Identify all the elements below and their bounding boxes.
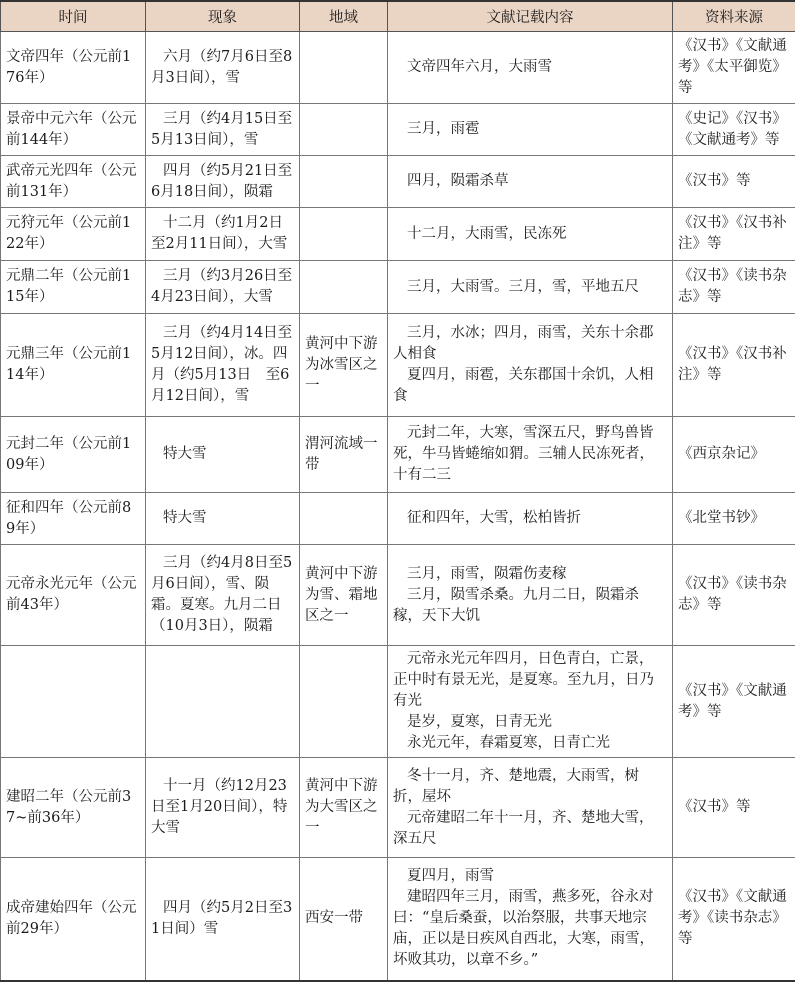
- cell-region: 黄河中下游为雪、霜地区之一: [300, 545, 388, 646]
- phenomenon-text: 十一月（约12月23日至1月20日间），特大雪: [151, 778, 287, 836]
- record-line: 夏四月，雨雹，关东郡国十余饥，人相食: [393, 365, 667, 407]
- table-row: [1, 493, 795, 545]
- cell-phenomenon: [146, 646, 300, 758]
- table-body: [1, 32, 795, 981]
- cell-records: [388, 261, 673, 314]
- cell-region: [300, 646, 388, 758]
- cell-phenomenon: [146, 208, 300, 261]
- cell-source: 《汉书》《文献通考》《太平御览》等: [673, 32, 795, 104]
- record-line: 元帝永光元年四月，日色青白，亡景，正中时有景无光，是夏寒。至九月，日乃有光: [393, 649, 667, 712]
- cell-phenomenon: [146, 545, 300, 646]
- table-row: [1, 646, 795, 758]
- phenomenon-text: 三月（约3月26日至4月23日间），大雪: [151, 268, 292, 305]
- record-line: 三月，大雨雪。三月，雪，平地五尺: [393, 277, 667, 298]
- cell-records: [388, 646, 673, 758]
- cell-source: 《汉书》《读书杂志》等: [673, 261, 795, 314]
- cell-phenomenon: [146, 261, 300, 314]
- phenomenon-text: 四月（约5月2日至31日间）雪: [151, 900, 292, 937]
- phenomenon-text: [151, 693, 163, 709]
- cell-time: 景帝中元六年（公元前144年）: [1, 104, 146, 156]
- cell-phenomenon: [146, 156, 300, 208]
- cell-source: 《史记》《汉书》《文献通考》等: [673, 104, 795, 156]
- record-line: 建昭四年三月，雨雪，燕多死，谷永对曰：“皇后桑蚕，以治祭服，共事天地宗庙，正以是日疾风自西北，大寒，雨雪，坏败其功，以章不乡。”: [393, 887, 667, 971]
- record-line: 夏四月，雨雪: [393, 866, 667, 887]
- cell-region: [300, 208, 388, 261]
- table-row: [1, 104, 795, 156]
- cell-records: [388, 32, 673, 104]
- cell-source: 《汉书》《文献通考》《读书杂志》等: [673, 858, 795, 981]
- table-row: [1, 156, 795, 208]
- record-line: 冬十一月，齐、楚地震，大雨雪，树折，屋坏: [393, 766, 667, 808]
- phenomenon-text: 四月（约5月21日至6月18日间），陨霜: [151, 163, 292, 200]
- table-header-row: [1, 1, 795, 32]
- record-line: 元帝建昭二年十一月，齐、楚地大雪，深五尺: [393, 808, 667, 850]
- cell-region: 黄河中下游为大雪区之一: [300, 758, 388, 858]
- record-line: 是岁，夏寒，日青无光: [393, 712, 667, 733]
- cell-phenomenon: [146, 32, 300, 104]
- cell-region: [300, 104, 388, 156]
- header-phenomenon: 现象: [146, 1, 300, 32]
- cell-time: 武帝元光四年（公元前131年）: [1, 156, 146, 208]
- cell-time: 征和四年（公元前89年）: [1, 493, 146, 545]
- cell-time: 元鼎三年（公元前114年）: [1, 314, 146, 417]
- cell-region: 黄河中下游为冰雪区之一: [300, 314, 388, 417]
- cell-phenomenon: [146, 493, 300, 545]
- cell-phenomenon: [146, 417, 300, 493]
- record-line: 四月，陨霜杀草: [393, 171, 667, 192]
- table-row: [1, 758, 795, 858]
- cell-phenomenon: [146, 314, 300, 417]
- record-line: 永光元年，春霜夏寒，日青亡光: [393, 733, 667, 754]
- cell-source: 《汉书》《文献通考》等: [673, 646, 795, 758]
- cell-records: [388, 858, 673, 981]
- cell-region: [300, 493, 388, 545]
- cell-time: 文帝四年（公元前176年）: [1, 32, 146, 104]
- cell-region: 西安一带: [300, 858, 388, 981]
- table-row: [1, 314, 795, 417]
- record-line: 文帝四年六月，大雨雪: [393, 57, 667, 78]
- cell-time: [1, 646, 146, 758]
- header-region: 地域: [300, 1, 388, 32]
- record-line: 三月，雨雹: [393, 119, 667, 140]
- cell-region: 渭河流域一带: [300, 417, 388, 493]
- record-line: 三月，雨雪，陨霜伤麦稼: [393, 564, 667, 585]
- cell-time: 元帝永光元年（公元前43年）: [1, 545, 146, 646]
- cell-source: 《汉书》等: [673, 758, 795, 858]
- cell-source: 《汉书》《汉书补注》等: [673, 314, 795, 417]
- cell-records: [388, 545, 673, 646]
- header-time: 时间: [1, 1, 146, 32]
- cell-region: [300, 261, 388, 314]
- cell-source: 《汉书》等: [673, 156, 795, 208]
- table-row: [1, 545, 795, 646]
- phenomenon-text: 特大雪: [151, 446, 207, 462]
- record-line: 元封二年，大寒，雪深五尺，野鸟兽皆死，牛马皆蜷缩如猬。三辅人民冻死者，十有二三: [393, 423, 667, 486]
- cell-region: [300, 156, 388, 208]
- header-source: 资料来源: [673, 1, 795, 32]
- cell-records: [388, 758, 673, 858]
- cell-records: [388, 104, 673, 156]
- cell-phenomenon: [146, 858, 300, 981]
- cell-records: [388, 314, 673, 417]
- cell-records: [388, 493, 673, 545]
- table-row: [1, 858, 795, 981]
- cell-records: [388, 208, 673, 261]
- cell-region: [300, 32, 388, 104]
- table-row: [1, 417, 795, 493]
- phenomenon-text: 六月（约7月6日至8月3日间），雪: [151, 49, 292, 86]
- phenomenon-text: 三月（约4月15日至5月13日间），雪: [151, 111, 292, 148]
- record-line: 三月，水冰；四月，雨雪，关东十余郡人相食: [393, 323, 667, 365]
- cell-time: 建昭二年（公元前37~前36年）: [1, 758, 146, 858]
- record-line: 三月，陨雪杀桑。九月二日，陨霜杀稼，天下大饥: [393, 585, 667, 627]
- header-records: 文献记载内容: [388, 1, 673, 32]
- cell-source: 《汉书》《读书杂志》等: [673, 545, 795, 646]
- cell-phenomenon: [146, 758, 300, 858]
- cell-records: [388, 156, 673, 208]
- phenomenon-text: 三月（约4月8日至5月6日间），雪、陨霜。夏寒。九月二日（10月3日），陨霜: [151, 555, 292, 634]
- phenomenon-text: 特大雪: [151, 510, 207, 526]
- cell-source: 《汉书》《汉书补注》等: [673, 208, 795, 261]
- cell-source: 《西京杂记》: [673, 417, 795, 493]
- record-line: 十二月，大雨雪，民冻死: [393, 224, 667, 245]
- cell-phenomenon: [146, 104, 300, 156]
- cell-records: [388, 417, 673, 493]
- cell-time: 元狩元年（公元前122年）: [1, 208, 146, 261]
- phenomenon-text: 十二月（约1月2日至2月11日间），大雪: [151, 215, 287, 252]
- cell-time: 元封二年（公元前109年）: [1, 417, 146, 493]
- table-row: [1, 32, 795, 104]
- phenomenon-text: 三月（约4月14日至5月12日间），冰。四月（约5月13日 至6月12日间），雪: [151, 325, 292, 404]
- table-row: [1, 208, 795, 261]
- cell-source: 《北堂书钞》: [673, 493, 795, 545]
- table-row: [1, 261, 795, 314]
- cell-time: 元鼎二年（公元前115年）: [1, 261, 146, 314]
- cell-time: 成帝建始四年（公元前29年）: [1, 858, 146, 981]
- record-line: 征和四年，大雪，松柏皆折: [393, 508, 667, 529]
